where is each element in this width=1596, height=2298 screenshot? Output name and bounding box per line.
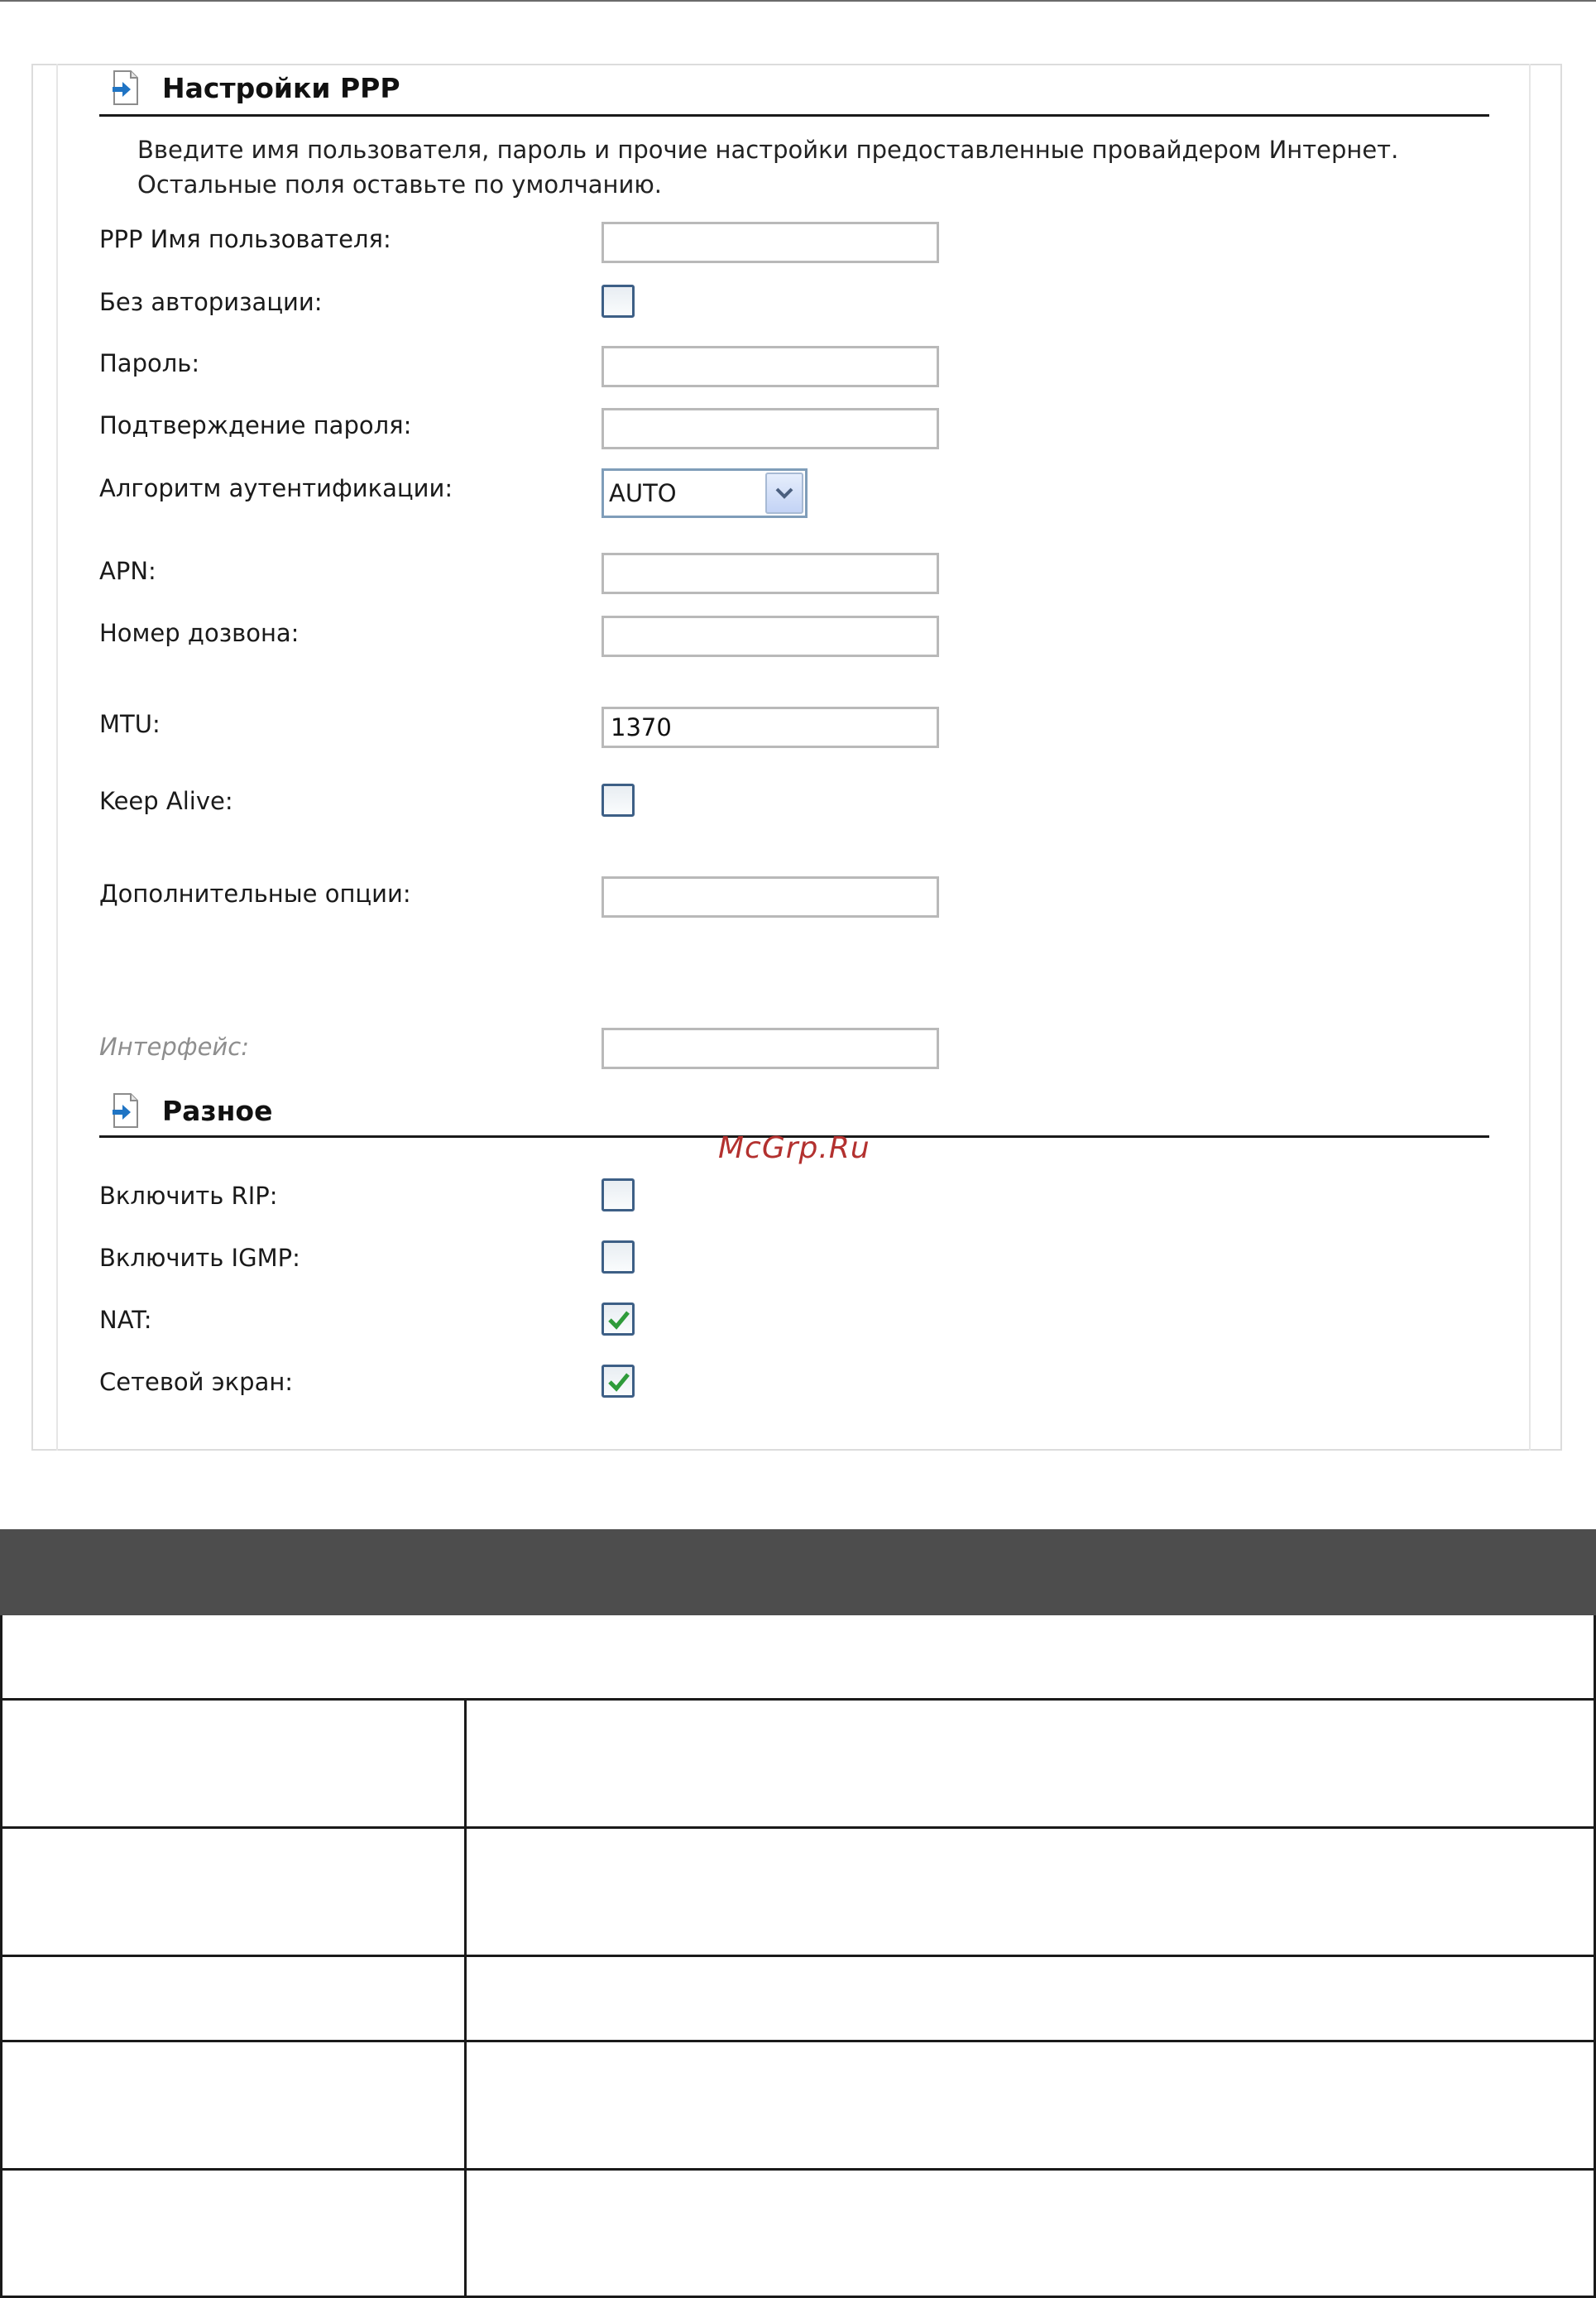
ppp-section-title: Настройки PPP (162, 71, 400, 104)
extra-options-input[interactable] (601, 876, 939, 918)
mtu-label: MTU: (99, 710, 161, 738)
table-row (0, 1615, 1596, 1701)
mtu-input[interactable]: 1370 (601, 707, 939, 748)
column-divider (464, 1829, 467, 1955)
document-arrow-icon (109, 70, 141, 106)
dial-number-label: Номер дозвона: (99, 619, 300, 647)
misc-section-title: Разное (162, 1094, 273, 1127)
username-label: PPP Имя пользователя: (99, 225, 391, 253)
igmp-label: Включить IGMP: (99, 1244, 300, 1272)
auth-algorithm-select[interactable] (601, 468, 808, 518)
dropdown-button[interactable] (765, 473, 803, 514)
igmp-checkbox[interactable] (601, 1240, 635, 1274)
password-confirm-label: Подтверждение пароля: (99, 411, 412, 439)
auth-algorithm-value: AUTO (609, 479, 677, 507)
table-header (0, 1529, 1596, 1615)
ppp-section-rule (99, 114, 1489, 117)
document-arrow-icon (109, 1092, 141, 1129)
auth-algorithm-label: Алгоритм аутентификации: (99, 474, 453, 502)
ppp-section-header (109, 70, 400, 106)
apn-input[interactable] (601, 553, 939, 594)
watermark: McGrp.Ru (718, 1131, 870, 1165)
frame-left-line (56, 64, 58, 1451)
checkmark-icon (606, 1369, 632, 1395)
keep-alive-checkbox[interactable] (601, 784, 635, 817)
table-row (0, 2042, 1596, 2171)
table-row (0, 2171, 1596, 2298)
password-label: Пароль: (99, 349, 200, 377)
column-divider (464, 2042, 467, 2168)
checkmark-icon (606, 1307, 632, 1333)
password-confirm-input[interactable] (601, 408, 939, 449)
frame-right-line (1529, 64, 1531, 1451)
table-row (0, 1957, 1596, 2042)
ppp-intro-line-2: Остальные поля оставьте по умолчанию. (137, 170, 662, 199)
table-row (0, 1701, 1596, 1829)
no-auth-label: Без авторизации: (99, 288, 323, 316)
column-divider (464, 1701, 467, 1826)
firewall-label: Сетевой экран: (99, 1368, 294, 1396)
column-divider (464, 1957, 467, 2040)
keep-alive-label: Keep Alive: (99, 787, 233, 815)
interface-input[interactable] (601, 1028, 939, 1069)
column-divider (464, 2171, 467, 2296)
firewall-checkbox[interactable] (601, 1365, 635, 1398)
extra-options-label: Дополнительные опции: (99, 880, 411, 908)
rip-checkbox[interactable] (601, 1178, 635, 1211)
top-rule (0, 0, 1596, 2)
screenshot-frame (31, 64, 1562, 1451)
ppp-intro-line-1: Введите имя пользователя, пароль и прочие настройки предоставленные провайдером Интернет. (137, 136, 1399, 164)
nat-label: NAT: (99, 1306, 152, 1334)
apn-label: APN: (99, 557, 156, 585)
dial-number-input[interactable] (601, 616, 939, 657)
no-auth-checkbox[interactable] (601, 285, 635, 318)
table-row (0, 1829, 1596, 1957)
ppp-intro-text (137, 132, 1398, 202)
username-input[interactable] (601, 222, 939, 263)
password-input[interactable] (601, 346, 939, 387)
chevron-down-icon (774, 487, 794, 500)
interface-label: Интерфейс: (99, 1033, 249, 1061)
misc-section-header (109, 1092, 272, 1129)
nat-checkbox[interactable] (601, 1303, 635, 1336)
rip-label: Включить RIP: (99, 1182, 278, 1210)
